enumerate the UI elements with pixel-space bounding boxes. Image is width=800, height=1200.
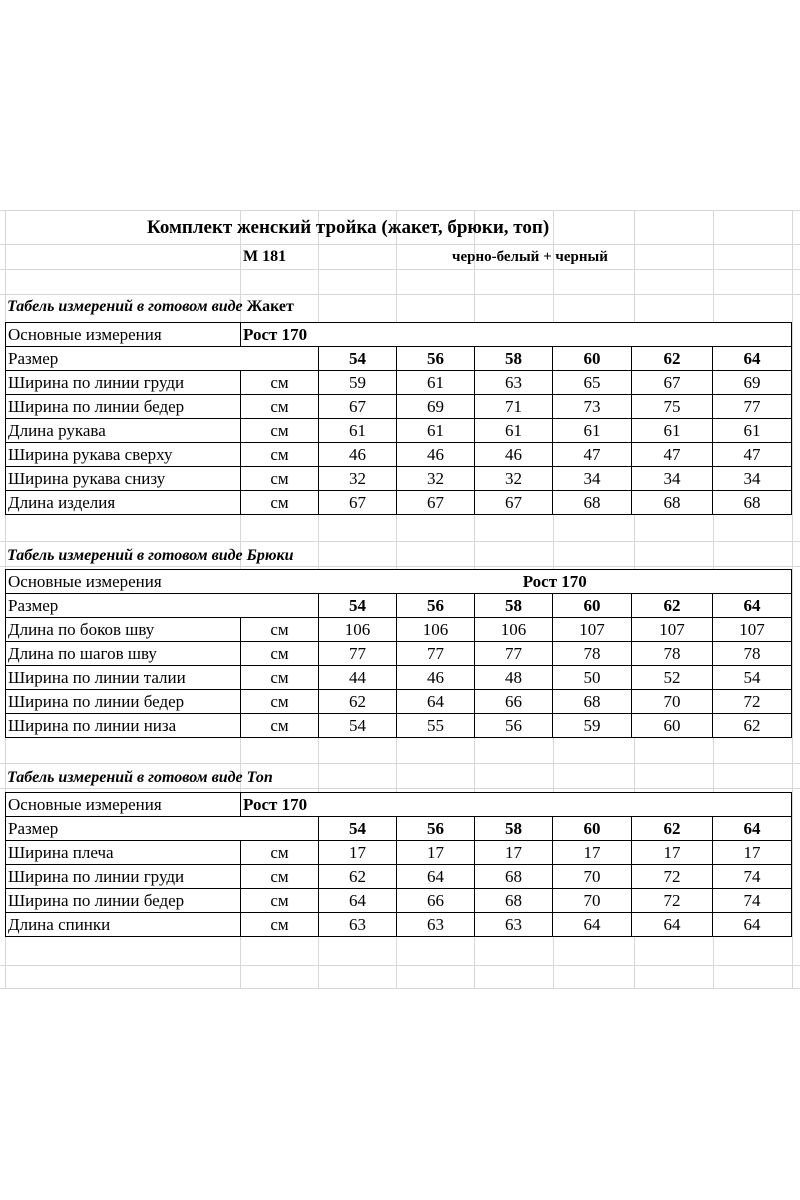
measurement-value: 63 — [319, 913, 397, 937]
section-caption-jacket — [7, 299, 294, 315]
table-row — [6, 371, 792, 395]
measurement-value: 107 — [632, 618, 713, 642]
measurement-value: 72 — [632, 889, 713, 913]
table-row — [6, 841, 792, 865]
unit-cell: см — [241, 467, 319, 491]
measurement-value: 72 — [632, 865, 713, 889]
measurement-value: 67 — [319, 491, 397, 515]
measurement-value: 64 — [632, 913, 713, 937]
size-header-56: 56 — [397, 347, 475, 371]
measurement-value: 17 — [475, 841, 553, 865]
size-row — [6, 347, 792, 371]
measurement-value: 32 — [319, 467, 397, 491]
header-row — [6, 323, 792, 347]
measurement-label: Ширина по линии груди — [6, 865, 241, 889]
height-label: Рост 170 — [319, 570, 792, 594]
main-measurements-label: Основные измерения — [6, 323, 241, 347]
measurement-value: 106 — [475, 618, 553, 642]
header-row — [6, 570, 792, 594]
size-header-58: 58 — [475, 817, 553, 841]
unit-cell: см — [241, 690, 319, 714]
size-row — [6, 594, 792, 618]
table-row — [6, 395, 792, 419]
measurement-value: 34 — [632, 467, 713, 491]
gridline-horizontal — [0, 788, 800, 789]
measurement-value: 106 — [397, 618, 475, 642]
caption-text: Табель измерений в готовом виде — [7, 547, 243, 564]
measurement-value: 54 — [713, 666, 792, 690]
measurement-label: Длина по шагов шву — [6, 642, 241, 666]
table-row — [6, 865, 792, 889]
measurement-label: Ширина рукава сверху — [6, 443, 241, 467]
size-header-56: 56 — [397, 817, 475, 841]
measurement-label: Ширина по линии низа — [6, 714, 241, 738]
size-header-62: 62 — [632, 347, 713, 371]
size-label: Размер — [6, 817, 241, 841]
measurement-value: 63 — [475, 371, 553, 395]
measurement-value: 61 — [713, 419, 792, 443]
measurement-label: Длина изделия — [6, 491, 241, 515]
measurement-value: 61 — [319, 419, 397, 443]
measurement-value: 71 — [475, 395, 553, 419]
gridline-horizontal — [0, 210, 800, 211]
table-row — [6, 913, 792, 937]
measurement-value: 69 — [713, 371, 792, 395]
measurement-value: 78 — [632, 642, 713, 666]
measurement-value: 17 — [632, 841, 713, 865]
measurement-value: 62 — [319, 865, 397, 889]
size-header-58: 58 — [475, 347, 553, 371]
measurement-table-trousers — [5, 569, 792, 738]
gridline-vertical — [792, 210, 793, 988]
measurement-value: 46 — [475, 443, 553, 467]
measurement-value: 68 — [475, 889, 553, 913]
main-measurements-label: Основные измерения — [6, 570, 241, 594]
measurement-value: 50 — [553, 666, 632, 690]
measurement-label: Длина по боков шву — [6, 618, 241, 642]
measurement-value: 32 — [475, 467, 553, 491]
table-row — [6, 467, 792, 491]
unit-cell: см — [241, 395, 319, 419]
gridline-horizontal — [0, 269, 800, 270]
garment-name: Жакет — [246, 298, 294, 315]
table-row — [6, 666, 792, 690]
measurement-value: 59 — [319, 371, 397, 395]
caption-text: Табель измерений в готовом виде — [7, 298, 243, 315]
table-row — [6, 714, 792, 738]
main-measurements-label: Основные измерения — [6, 793, 241, 817]
gridline-horizontal — [0, 763, 800, 764]
size-header-64: 64 — [713, 347, 792, 371]
size-header-64: 64 — [713, 594, 792, 618]
measurement-value: 65 — [553, 371, 632, 395]
measurement-value: 72 — [713, 690, 792, 714]
table-row — [6, 443, 792, 467]
measurement-label: Ширина рукава снизу — [6, 467, 241, 491]
measurement-value: 68 — [475, 865, 553, 889]
height-label: Рост 170 — [241, 323, 792, 347]
unit-cell: см — [241, 642, 319, 666]
measurement-value: 47 — [632, 443, 713, 467]
size-header-60: 60 — [553, 817, 632, 841]
gridline-horizontal — [0, 541, 800, 542]
measurement-value: 32 — [397, 467, 475, 491]
gridline-horizontal — [0, 244, 800, 245]
measurement-value: 61 — [397, 419, 475, 443]
measurement-value: 64 — [713, 913, 792, 937]
measurement-value: 64 — [553, 913, 632, 937]
measurement-value: 77 — [475, 642, 553, 666]
measurement-value: 60 — [632, 714, 713, 738]
table-row — [6, 889, 792, 913]
table-row — [6, 618, 792, 642]
measurement-value: 17 — [713, 841, 792, 865]
measurement-label: Ширина плеча — [6, 841, 241, 865]
measurement-value: 77 — [397, 642, 475, 666]
measurement-value: 61 — [553, 419, 632, 443]
measurement-value: 34 — [713, 467, 792, 491]
size-header-62: 62 — [632, 594, 713, 618]
measurement-value: 64 — [397, 690, 475, 714]
measurement-value: 66 — [475, 690, 553, 714]
size-row — [6, 817, 792, 841]
gridline-horizontal — [0, 965, 800, 966]
measurement-value: 70 — [632, 690, 713, 714]
measurement-value: 77 — [319, 642, 397, 666]
size-label: Размер — [6, 594, 241, 618]
gridline-horizontal — [0, 294, 800, 295]
spacer-cell — [241, 570, 319, 594]
gridline-horizontal — [0, 988, 800, 989]
size-header-56: 56 — [397, 594, 475, 618]
size-header-58: 58 — [475, 594, 553, 618]
measurement-value: 64 — [397, 865, 475, 889]
measurement-value: 59 — [553, 714, 632, 738]
unit-cell: см — [241, 714, 319, 738]
unit-cell: см — [241, 419, 319, 443]
caption-text: Табель измерений в готовом виде — [7, 769, 243, 786]
header-row — [6, 793, 792, 817]
measurement-value: 66 — [397, 889, 475, 913]
measurement-value: 47 — [713, 443, 792, 467]
spacer-cell — [241, 594, 319, 618]
document-title: Комплект женский тройка (жакет, брюки, топ) — [147, 217, 550, 238]
measurement-value: 61 — [397, 371, 475, 395]
table-row — [6, 690, 792, 714]
measurement-value: 54 — [319, 714, 397, 738]
color-description: черно-белый + черный — [452, 249, 608, 265]
size-header-60: 60 — [553, 347, 632, 371]
measurement-value: 73 — [553, 395, 632, 419]
measurement-value: 34 — [553, 467, 632, 491]
measurement-value: 77 — [713, 395, 792, 419]
measurement-value: 63 — [475, 913, 553, 937]
measurement-value: 17 — [553, 841, 632, 865]
measurement-label: Ширина по линии талии — [6, 666, 241, 690]
measurement-value: 70 — [553, 865, 632, 889]
measurement-value: 62 — [713, 714, 792, 738]
measurement-value: 78 — [713, 642, 792, 666]
measurement-value: 75 — [632, 395, 713, 419]
unit-cell: см — [241, 666, 319, 690]
measurement-value: 48 — [475, 666, 553, 690]
measurement-value: 61 — [632, 419, 713, 443]
measurement-value: 67 — [397, 491, 475, 515]
measurement-value: 56 — [475, 714, 553, 738]
measurement-value: 107 — [553, 618, 632, 642]
garment-name: Брюки — [246, 547, 294, 564]
measurement-label: Ширина по линии бедер — [6, 395, 241, 419]
measurement-value: 52 — [632, 666, 713, 690]
measurement-value: 70 — [553, 889, 632, 913]
measurement-value: 67 — [319, 395, 397, 419]
spacer-cell — [241, 817, 319, 841]
size-header-54: 54 — [319, 594, 397, 618]
measurement-value: 55 — [397, 714, 475, 738]
measurement-value: 44 — [319, 666, 397, 690]
unit-cell: см — [241, 371, 319, 395]
spacer-cell — [241, 347, 319, 371]
size-header-64: 64 — [713, 817, 792, 841]
measurement-value: 68 — [553, 491, 632, 515]
unit-cell: см — [241, 889, 319, 913]
unit-cell: см — [241, 491, 319, 515]
measurement-value: 63 — [397, 913, 475, 937]
size-header-54: 54 — [319, 817, 397, 841]
measurement-table-jacket — [5, 322, 792, 515]
height-label: Рост 170 — [241, 793, 792, 817]
measurement-value: 46 — [319, 443, 397, 467]
measurement-table-top — [5, 792, 792, 937]
table-row — [6, 419, 792, 443]
measurement-value: 68 — [553, 690, 632, 714]
measurement-value: 46 — [397, 666, 475, 690]
measurement-value: 67 — [632, 371, 713, 395]
table-row — [6, 642, 792, 666]
measurement-value: 107 — [713, 618, 792, 642]
model-code: М 181 — [243, 248, 287, 265]
measurement-label: Длина спинки — [6, 913, 241, 937]
table-row — [6, 491, 792, 515]
measurement-value: 68 — [632, 491, 713, 515]
measurement-value: 106 — [319, 618, 397, 642]
measurement-value: 46 — [397, 443, 475, 467]
size-header-62: 62 — [632, 817, 713, 841]
section-caption-trousers — [7, 548, 294, 564]
unit-cell: см — [241, 865, 319, 889]
measurement-value: 62 — [319, 690, 397, 714]
measurement-label: Ширина по линии груди — [6, 371, 241, 395]
garment-name: Топ — [246, 769, 273, 786]
measurement-label: Ширина по линии бедер — [6, 690, 241, 714]
unit-cell: см — [241, 841, 319, 865]
measurement-label: Длина рукава — [6, 419, 241, 443]
section-caption-top — [7, 770, 273, 786]
measurement-value: 68 — [713, 491, 792, 515]
size-label: Размер — [6, 347, 241, 371]
measurement-value: 69 — [397, 395, 475, 419]
measurement-value: 64 — [319, 889, 397, 913]
unit-cell: см — [241, 913, 319, 937]
measurement-value: 67 — [475, 491, 553, 515]
measurement-value: 78 — [553, 642, 632, 666]
unit-cell: см — [241, 618, 319, 642]
gridline-horizontal — [0, 566, 800, 567]
unit-cell: см — [241, 443, 319, 467]
measurement-value: 61 — [475, 419, 553, 443]
measurement-label: Ширина по линии бедер — [6, 889, 241, 913]
measurement-value: 74 — [713, 865, 792, 889]
measurement-value: 74 — [713, 889, 792, 913]
measurement-value: 47 — [553, 443, 632, 467]
size-header-54: 54 — [319, 347, 397, 371]
measurement-value: 17 — [397, 841, 475, 865]
size-header-60: 60 — [553, 594, 632, 618]
measurement-value: 17 — [319, 841, 397, 865]
